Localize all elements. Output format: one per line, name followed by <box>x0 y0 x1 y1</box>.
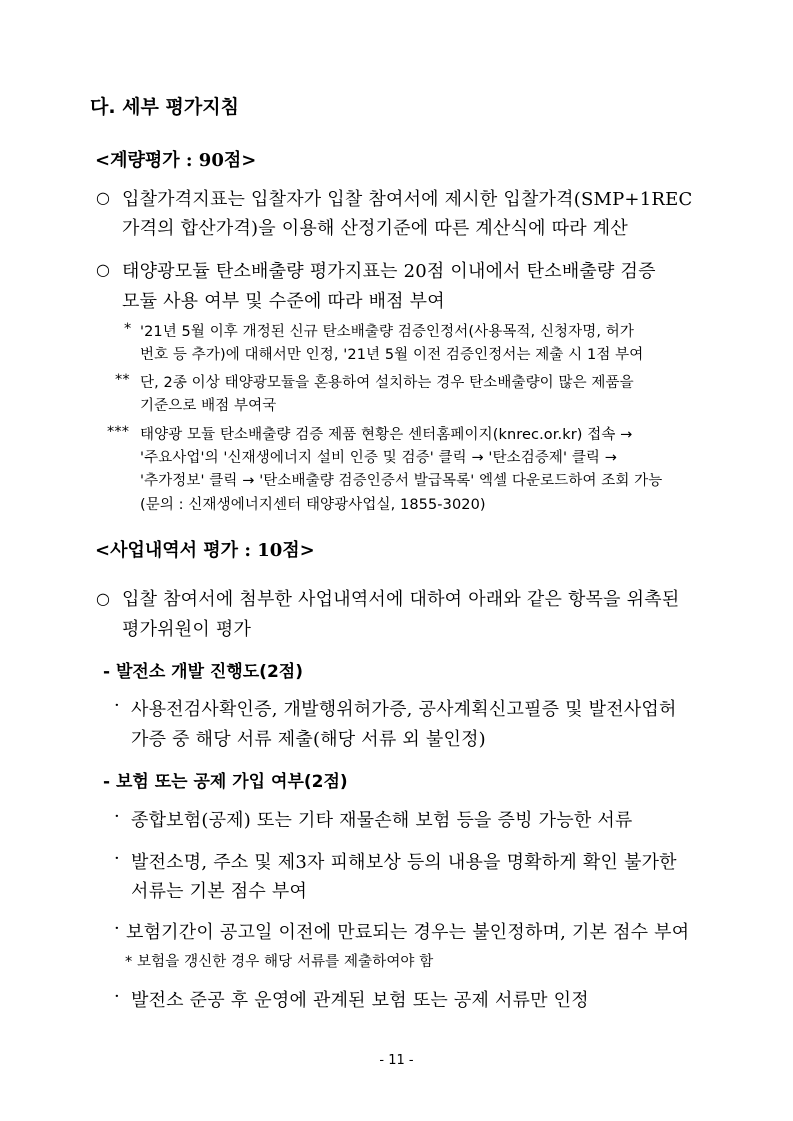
dot-bullet-icon: · <box>114 986 120 1007</box>
note3-line1: 태양광 모듈 탄소배출량 검증 제품 현황은 센터홈페이지(knrec.or.kr) 접속 → <box>140 427 633 443</box>
sub2-item3: 보험기간이 공고일 이전에 만료되는 경우는 불인정하며, 기본 점수 부여 <box>126 922 690 943</box>
business-heading: <사업내역서 평가 : 10점> <box>95 540 315 561</box>
dot-bullet-icon: · <box>114 848 120 869</box>
dot-bullet-icon: · <box>114 695 120 716</box>
note1-line2: 번호 등 추가)에 대해서만 인정, '21년 5월 이전 검증인정서는 제출 시 1점 부여 <box>140 347 644 363</box>
page-number: - 11 - <box>379 1053 414 1068</box>
dot-bullet-icon: · <box>114 918 120 939</box>
business-item1-line2: 평가위원이 평가 <box>122 619 252 640</box>
quant-item1-line1: 입찰가격지표는 입찰자가 입찰 참여서에 제시한 입찰가격(SMP+1REC <box>122 189 693 210</box>
quant-item2-line1: 태양광모듈 탄소배출량 평가지표는 20점 이내에서 탄소배출량 검증 <box>122 261 656 282</box>
circle-bullet-icon: ○ <box>96 589 110 608</box>
note3-line3: '추가정보' 클릭 → '탄소배출량 검증인증서 발급목록' 엑셀 다운로드하여 조회 가능 <box>140 473 663 489</box>
sub1-line2: 가증 중 해당 서류 제출(해당 서류 외 불인정) <box>131 729 486 750</box>
note2-line2: 기준으로 배점 부여국 <box>140 398 277 414</box>
note3-mark: *** <box>107 424 130 440</box>
quant-heading: <계량평가 : 90점> <box>95 150 257 171</box>
quant-item1-line2: 가격의 합산가격)을 이용해 산정기준에 따른 계산식에 따라 계산 <box>122 218 628 239</box>
sub2-item2-line2: 서류는 기본 점수 부여 <box>131 881 308 902</box>
sub1-title: - 발전소 개발 진행도(2점) <box>103 662 303 682</box>
dot-bullet-icon: · <box>114 806 120 827</box>
quant-item2-line2: 모듈 사용 여부 및 수준에 따라 배점 부여 <box>122 291 445 312</box>
sub2-item3-note: * 보험을 갱신한 경우 해당 서류를 제출하여야 함 <box>125 954 434 970</box>
note3-line4: (문의 : 신재생에너지센터 태양광사업실, 1855-3020) <box>140 497 486 513</box>
note2-mark: ** <box>115 372 130 388</box>
sub2-item4: 발전소 준공 후 운영에 관계된 보험 또는 공제 서류만 인정 <box>131 990 589 1011</box>
sub2-item2-line1: 발전소명, 주소 및 제3자 피해보상 등의 내용을 명확하게 확인 불가한 <box>131 852 677 873</box>
note2-line1: 단, 2종 이상 태양광모듈을 혼용하여 설치하는 경우 탄소배출량이 많은 제품을 <box>140 375 634 391</box>
sub2-title: - 보험 또는 공제 가입 여부(2점) <box>103 772 348 792</box>
note1-mark: * <box>124 321 132 337</box>
sub2-item1: 종합보험(공제) 또는 기타 재물손해 보험 등을 증빙 가능한 서류 <box>131 810 633 831</box>
note1-line1: '21년 5월 이후 개정된 신규 탄소배출량 검증인정서(사용목적, 신청자명, 허가 <box>140 324 635 340</box>
section-title: 다. 세부 평가지침 <box>90 96 239 118</box>
sub1-line1: 사용전검사확인증, 개발행위허가증, 공사계획신고필증 및 발전사업허 <box>131 699 677 720</box>
circle-bullet-icon: ○ <box>96 260 110 279</box>
circle-bullet-icon: ○ <box>96 188 110 207</box>
note3-line2: '주요사업'의 '신재생에너지 설비 인증 및 검증' 클릭 → '탄소검증제' 클릭 → <box>140 450 617 466</box>
business-item1-line1: 입찰 참여서에 첨부한 사업내역서에 대하여 아래와 같은 항목을 위촉된 <box>122 589 680 610</box>
